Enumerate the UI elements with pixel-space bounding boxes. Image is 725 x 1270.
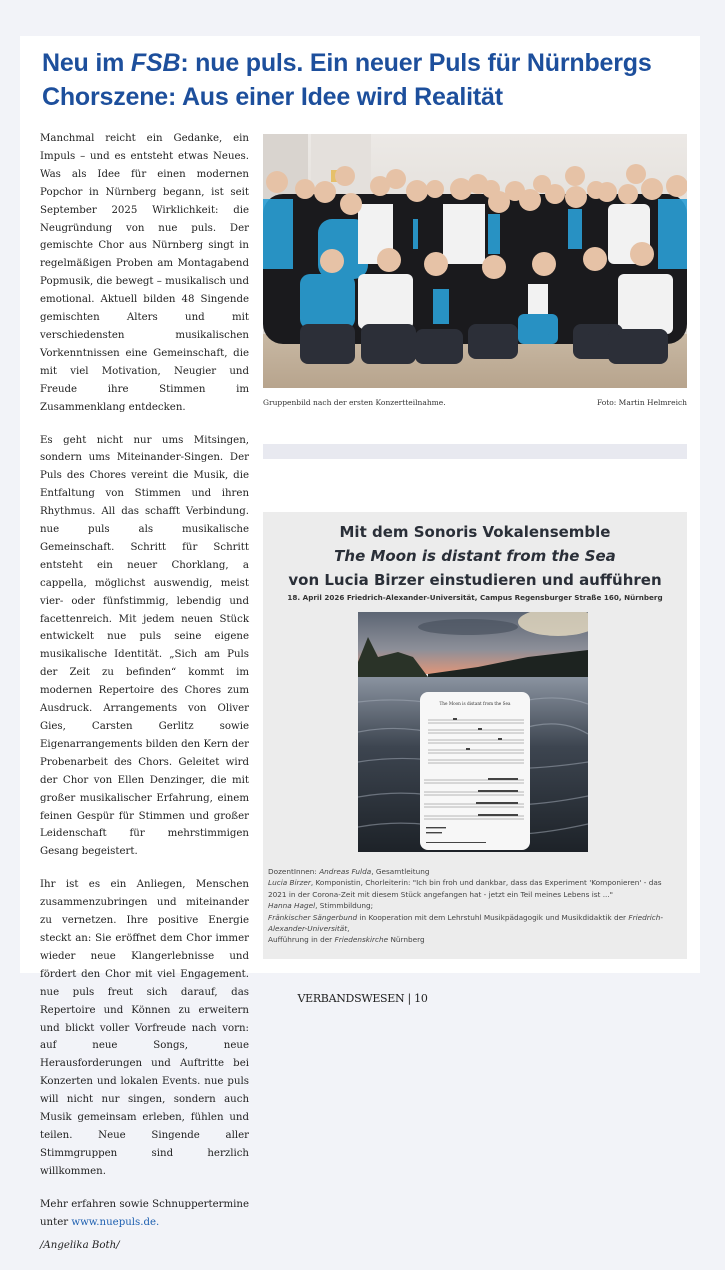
flyer-date-location: 18. April 2026 Friedrich-Alexander-Universität, Campus Regensburger Straße 160, Nürnberg bbox=[287, 593, 663, 602]
photo-credit: Foto: Martin Helmreich bbox=[596, 398, 687, 407]
paragraph: Es geht nicht nur ums Mitsingen, sondern ums Miteinander-Singen. Der Puls des Chores vereint die Musik, die Entfaltung von Stimmen und ihren Rhythmus. All das schafft Verbindung. nue puls als musikalische Gemeinschaft. Schritt für Schritt entsteht ein neuer Chorklang, a cappella, möglichst auswendig, meist vier- oder fünfstimmig, lebendig und facettenreich. Mit jedem neuen Stück entwickelt nue puls seine eigene musikalische Identität. „Sich am Puls der Zeit zu befinden“ kommt im modernen Repertoire des Chores zum Ausdruck. Arrangements von Oliver Gies, Carsten Gerlitz sowie Eigenarrangements bilden den Kern der Probenarbeit des Chors. Geleitet wird der Chor von Ellen Denzinger, die mit großer musikalischer Erfahrung, einem feinen Gespür für Stimmen und großer Leidenschaft für mehrstimmigen Gesang begeistert. bbox=[40, 434, 249, 858]
credit-line: Fränkischer Sängerbund in Kooperation mit dem Lehrstuhl Musikpädagogik und Musikdidaktik der Friedrich-Alexander-Universität, bbox=[268, 912, 664, 934]
lake-sunset-with-sheet-music-illustration bbox=[358, 612, 588, 852]
title-rest: : nue puls. Ein neuer Puls für Nürnbergs Chorszene: Aus einer Idee wird Realität bbox=[42, 49, 652, 111]
choir-group-photo-illustration bbox=[263, 134, 687, 388]
title-emphasis: FSB bbox=[130, 49, 181, 77]
article-title bbox=[42, 46, 682, 114]
event-flyer bbox=[263, 512, 687, 959]
photo-caption-row bbox=[263, 398, 687, 407]
article-body bbox=[40, 130, 249, 1270]
flyer-heading bbox=[263, 520, 687, 592]
flyer-image bbox=[358, 612, 588, 852]
credit-line: Lucia Birzer, Komponistin, Chorleiterin: "Ich bin froh und dankbar, dass das Experiment 'Komponieren' - das 2021 in der Corona-Zeit mit diesem Stück angefangen hat - jetzt ein Teil meines Lebens ist ..." bbox=[268, 878, 662, 899]
photo-caption: Gruppenbild nach der ersten Konzertteilnahme. bbox=[263, 398, 446, 407]
title-prefix: Neu im bbox=[42, 49, 131, 77]
credit-line: Aufführung in der Friedenskirche Nürnberg bbox=[268, 935, 425, 945]
credit-line: DozentInnen: Andreas Fulda, Gesamtleitung bbox=[268, 867, 430, 876]
sheet-music-title: The Moon is distant from the Sea bbox=[439, 701, 511, 706]
flyer-line-3: von Lucia Birzer einstudieren und aufführen bbox=[288, 571, 662, 589]
group-photo bbox=[263, 134, 687, 388]
page-footer: VERBANDSWESEN | 10 bbox=[297, 992, 428, 1005]
more-info-text: Mehr erfahren sowie Schnuppertermine unter bbox=[40, 1198, 249, 1228]
website-link[interactable]: www.nuepuls.de. bbox=[71, 1216, 160, 1228]
sheet-music-page bbox=[420, 692, 530, 850]
paragraph: Manchmal reicht ein Gedanke, ein Impuls – und es entsteht etwas Neues. Was als Idee für einen modernen Popchor in Nürnberg begann, ist seit September 2025 Wirklichkeit: die Neugründung von nue puls. Der gemischte Chor aus Nürnberg singt in regelmäßigen Proben am Montagabend Popmusik, die bewegt – musikalisch und emotional. Aktuell bilden 48 Singende gemischten Alters und mit verschiedensten musikalischen Vorkenntnissen eine Gemeinschaft, die mit viel Motivation, Neugier und Freude ihre Stimmen im Zusammenklang entdecken. bbox=[40, 133, 249, 413]
flyer-line-2: The Moon is distant from the Sea bbox=[334, 547, 616, 565]
more-info bbox=[40, 1196, 249, 1232]
paragraph: Ihr ist es ein Anliegen, Menschen zusammenzubringen und miteinander zu vernetzen. Ihre positive Energie steckt an: Sie eröffnet dem Chor immer wieder neue Klangerlebnisse und fördert den Chor mit viel Engagement. nue puls freut sich darauf, das Repertoire und Können zu erweitern und blickt voller Vorfreude nach vorn: auf neue Songs, neue Herausforderungen und Auftritte bei Konzerten und lokalen Events. nue puls will nicht nur singen, sondern auch Musik gemeinsam erleben, fühlen und teilen. Neue Singende aller Stimmgruppen sind herzlich willkommen. bbox=[40, 879, 249, 1177]
credit-line: Hanna Hagel, Stimmbildung; bbox=[268, 901, 374, 911]
flyer-line-1: Mit dem Sonoris Vokalensemble bbox=[339, 523, 611, 541]
divider-band bbox=[263, 444, 687, 459]
author-signature: /Angelika Both/ bbox=[40, 1240, 120, 1252]
flyer-credits bbox=[268, 866, 682, 946]
